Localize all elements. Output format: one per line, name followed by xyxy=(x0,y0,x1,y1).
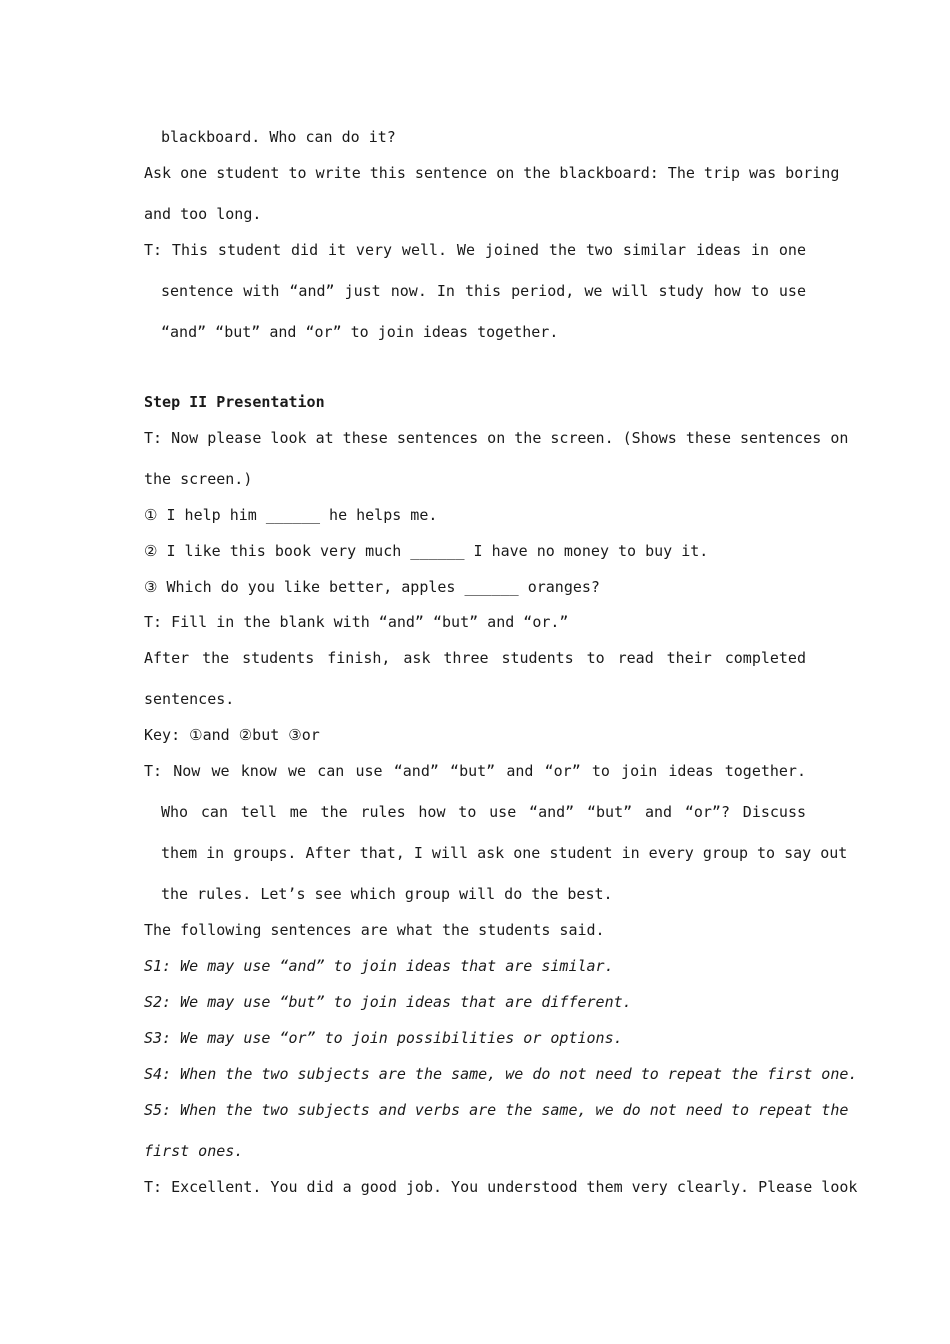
answer-key: Key: ①and ②but ③or xyxy=(144,726,320,744)
rule-s1: S1: We may use “and” to join ideas that are similar. xyxy=(144,957,614,975)
closing-line: T: Excellent. You did a good job. You understood them very clearly. Please look xyxy=(144,1178,858,1196)
rule-s4: S4: When the two subjects are the same, we do not need to repeat the first one. xyxy=(144,1065,858,1083)
intro-line-5: sentence with “and” just now. In this period, we will study how to use xyxy=(161,282,806,300)
after-line-1: After the students finish, ask three students to read their completed xyxy=(144,649,806,667)
rule-s5-line-2: first ones. xyxy=(144,1142,244,1160)
rule-s2: S2: We may use “but” to join ideas that are different. xyxy=(144,993,632,1011)
intro-line-2: Ask one student to write this sentence on the blackboard: The trip was boring xyxy=(144,164,840,182)
teacher-line-1: T: Now we know we can use “and” “but” and “or” to join ideas together. xyxy=(144,762,806,780)
after-line-2: sentences. xyxy=(144,690,235,708)
teacher-line-3: them in groups. After that, I will ask one student in every group to say out xyxy=(161,844,848,862)
exercise-sentence-1: ① I help him ______ he helps me. xyxy=(144,506,438,524)
rule-s3: S3: We may use “or” to join possibilities or options. xyxy=(144,1029,623,1047)
intro-line-1: blackboard. Who can do it? xyxy=(161,128,396,146)
intro-line-6: “and” “but” and “or” to join ideas together. xyxy=(161,323,559,341)
intro-line-4: T: This student did it very well. We joined the two similar ideas in one xyxy=(144,241,806,259)
following-line: The following sentences are what the students said. xyxy=(144,921,605,939)
section-heading: Step II Presentation xyxy=(144,393,325,411)
intro-line-3: and too long. xyxy=(144,205,262,223)
teacher-line-2: Who can tell me the rules how to use “and” “but” and “or”? Discuss xyxy=(161,803,806,821)
exercise-sentence-2: ② I like this book very much ______ I have no money to buy it. xyxy=(144,542,709,560)
rule-s5-line-1: S5: When the two subjects and verbs are the same, we do not need to repeat the xyxy=(144,1101,849,1119)
fill-instruction: T: Fill in the blank with “and” “but” and “or.” xyxy=(144,613,569,631)
teacher-line-4: the rules. Let’s see which group will do the best. xyxy=(161,885,613,903)
presentation-line-1: T: Now please look at these sentences on the screen. (Shows these sentences on xyxy=(144,429,849,447)
exercise-sentence-3: ③ Which do you like better, apples ______ oranges? xyxy=(144,578,600,596)
presentation-line-2: the screen.) xyxy=(144,470,253,488)
